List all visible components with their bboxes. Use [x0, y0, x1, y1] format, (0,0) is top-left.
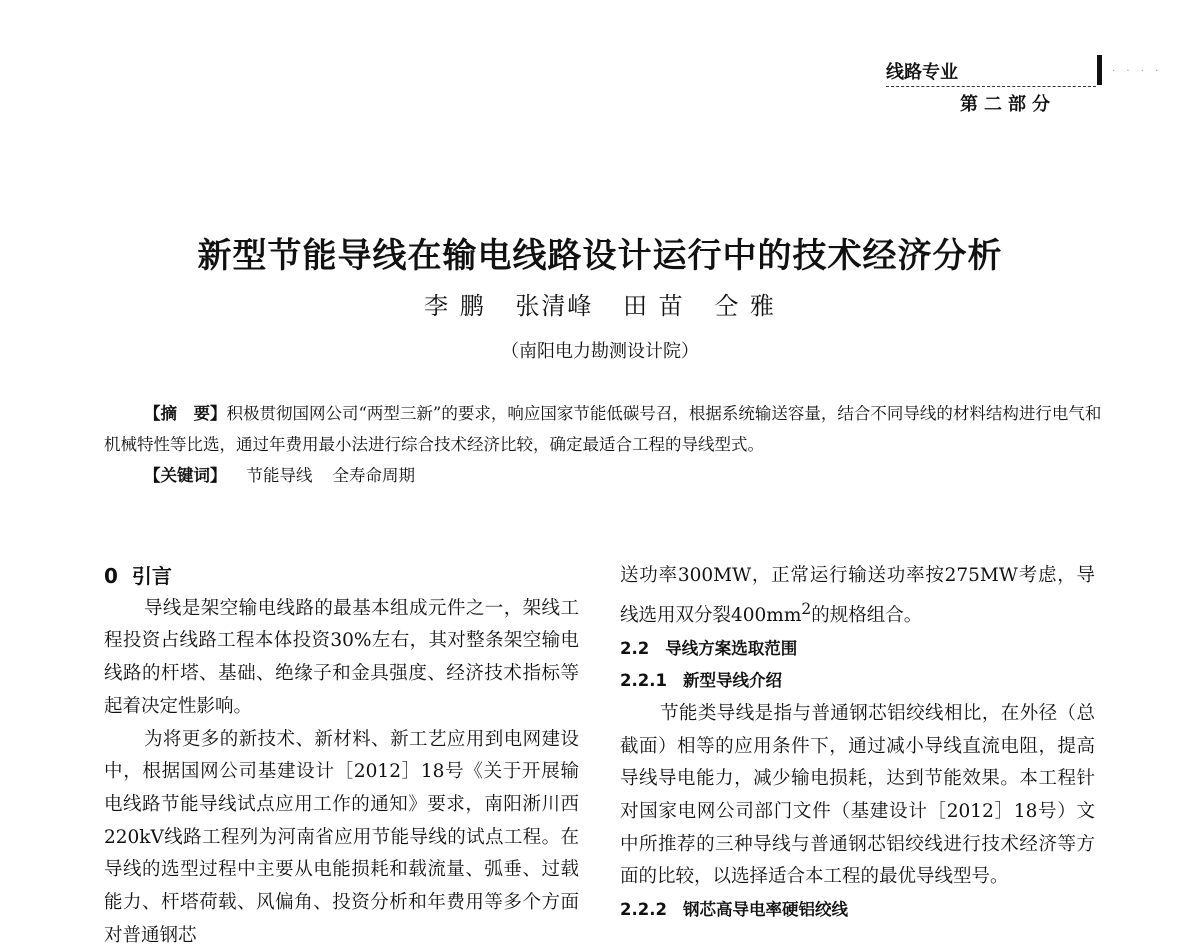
author-name: 田 苗 [623, 292, 685, 320]
header-bar-marker [1097, 55, 1102, 85]
keywords-label: 【关键词】 [144, 466, 227, 485]
author-name: 李 鹏 [424, 292, 486, 320]
paper-title: 新型节能导线在输电线路设计运行中的技术经济分析 [197, 235, 1003, 276]
author-list [0, 286, 1200, 321]
abstract-text: 积极贯彻国网公司“两型三新”的要求，响应国家节能低碳号召，根据系统输送容量，结合不同导线的材料结构进行电气和机械特性等比选，通过年费用最小法进行综合技术经济比较，确定最适合工程的导线型式。 [104, 404, 1102, 454]
subsection-number: 2.2 [620, 638, 650, 658]
left-column [104, 560, 579, 952]
subsection-number: 2.2.1 [620, 671, 667, 691]
section-title: 引言 [131, 564, 172, 588]
right-column [620, 560, 1095, 927]
subsection-heading [620, 665, 1095, 698]
subsection-heading [620, 633, 1095, 666]
subsection-heading [620, 894, 1095, 927]
subsection-title: 新型导线介绍 [682, 671, 782, 691]
author-name: 仝 雅 [714, 292, 776, 320]
abstract-block [104, 398, 1104, 491]
subsection-number: 2.2.2 [620, 900, 667, 920]
author-name: 张清峰 [515, 292, 594, 320]
abstract-paragraph [104, 398, 1104, 460]
abstract-label: 【摘 要】 [144, 404, 227, 423]
body-paragraph: 为将更多的新技术、新材料、新工艺应用到电网建设中，根据国网公司基建设计［2012］18号《关于开展输电线路节能导线试点应用工作的通知》要求，南阳淅川西220kV线路工程列为河南省应用节能导线的试点工程。在导线的选型过程中主要从电能损耗和载流量、弧垂、过载能力、杆塔荷载、风偏角、投资分析和年费用等多个方面对普通钢芯 [104, 728, 579, 946]
body-text: 送功率300MW，正常运行输送功率按275MW考虑，导线选用双分裂400mm [620, 565, 1095, 626]
section-heading-introduction [104, 560, 579, 593]
body-text: 的规格组合。 [811, 604, 923, 626]
body-paragraph: 节能类导线是指与普通钢芯铝绞线相比，在外径（总截面）相等的应用条件下，通过减小导线直流电阻，提高导线导电能力，减少输电损耗，达到节能效果。本工程针对国家电网公司部门文件（基建设计［2012］18号）文中所推荐的三种导线与普通钢芯铝绞线进行技术经济等方面的比较，以选择适合本工程的最优导线型号。 [620, 702, 1095, 888]
running-header-section: 线路专业 [886, 58, 1096, 87]
header-dots-decoration: · · · · [1112, 66, 1163, 77]
body-paragraph: 导线是架空输电线路的最基本组成元件之一，架线工程投资占线路工程本体投资30%左右，其对整条架空输电线路的杆塔、基础、绝缘子和金具强度、经济技术指标等起着决定性影响。 [104, 597, 579, 717]
keyword-item: 节能导线 [246, 466, 313, 485]
superscript-unit: 2 [801, 599, 812, 618]
keyword-item: 全寿命周期 [332, 466, 415, 485]
subsection-title: 导线方案选取范围 [665, 638, 798, 658]
section-number: 0 [104, 564, 118, 588]
author-affiliation: （南阳电力勘测设计院） [501, 341, 699, 362]
running-header-part: 第二部分 [960, 94, 1056, 115]
body-paragraph-continued [620, 560, 1095, 633]
subsection-title: 钢芯高导电率硬铝绞线 [682, 900, 848, 920]
keywords-paragraph [104, 460, 1104, 491]
